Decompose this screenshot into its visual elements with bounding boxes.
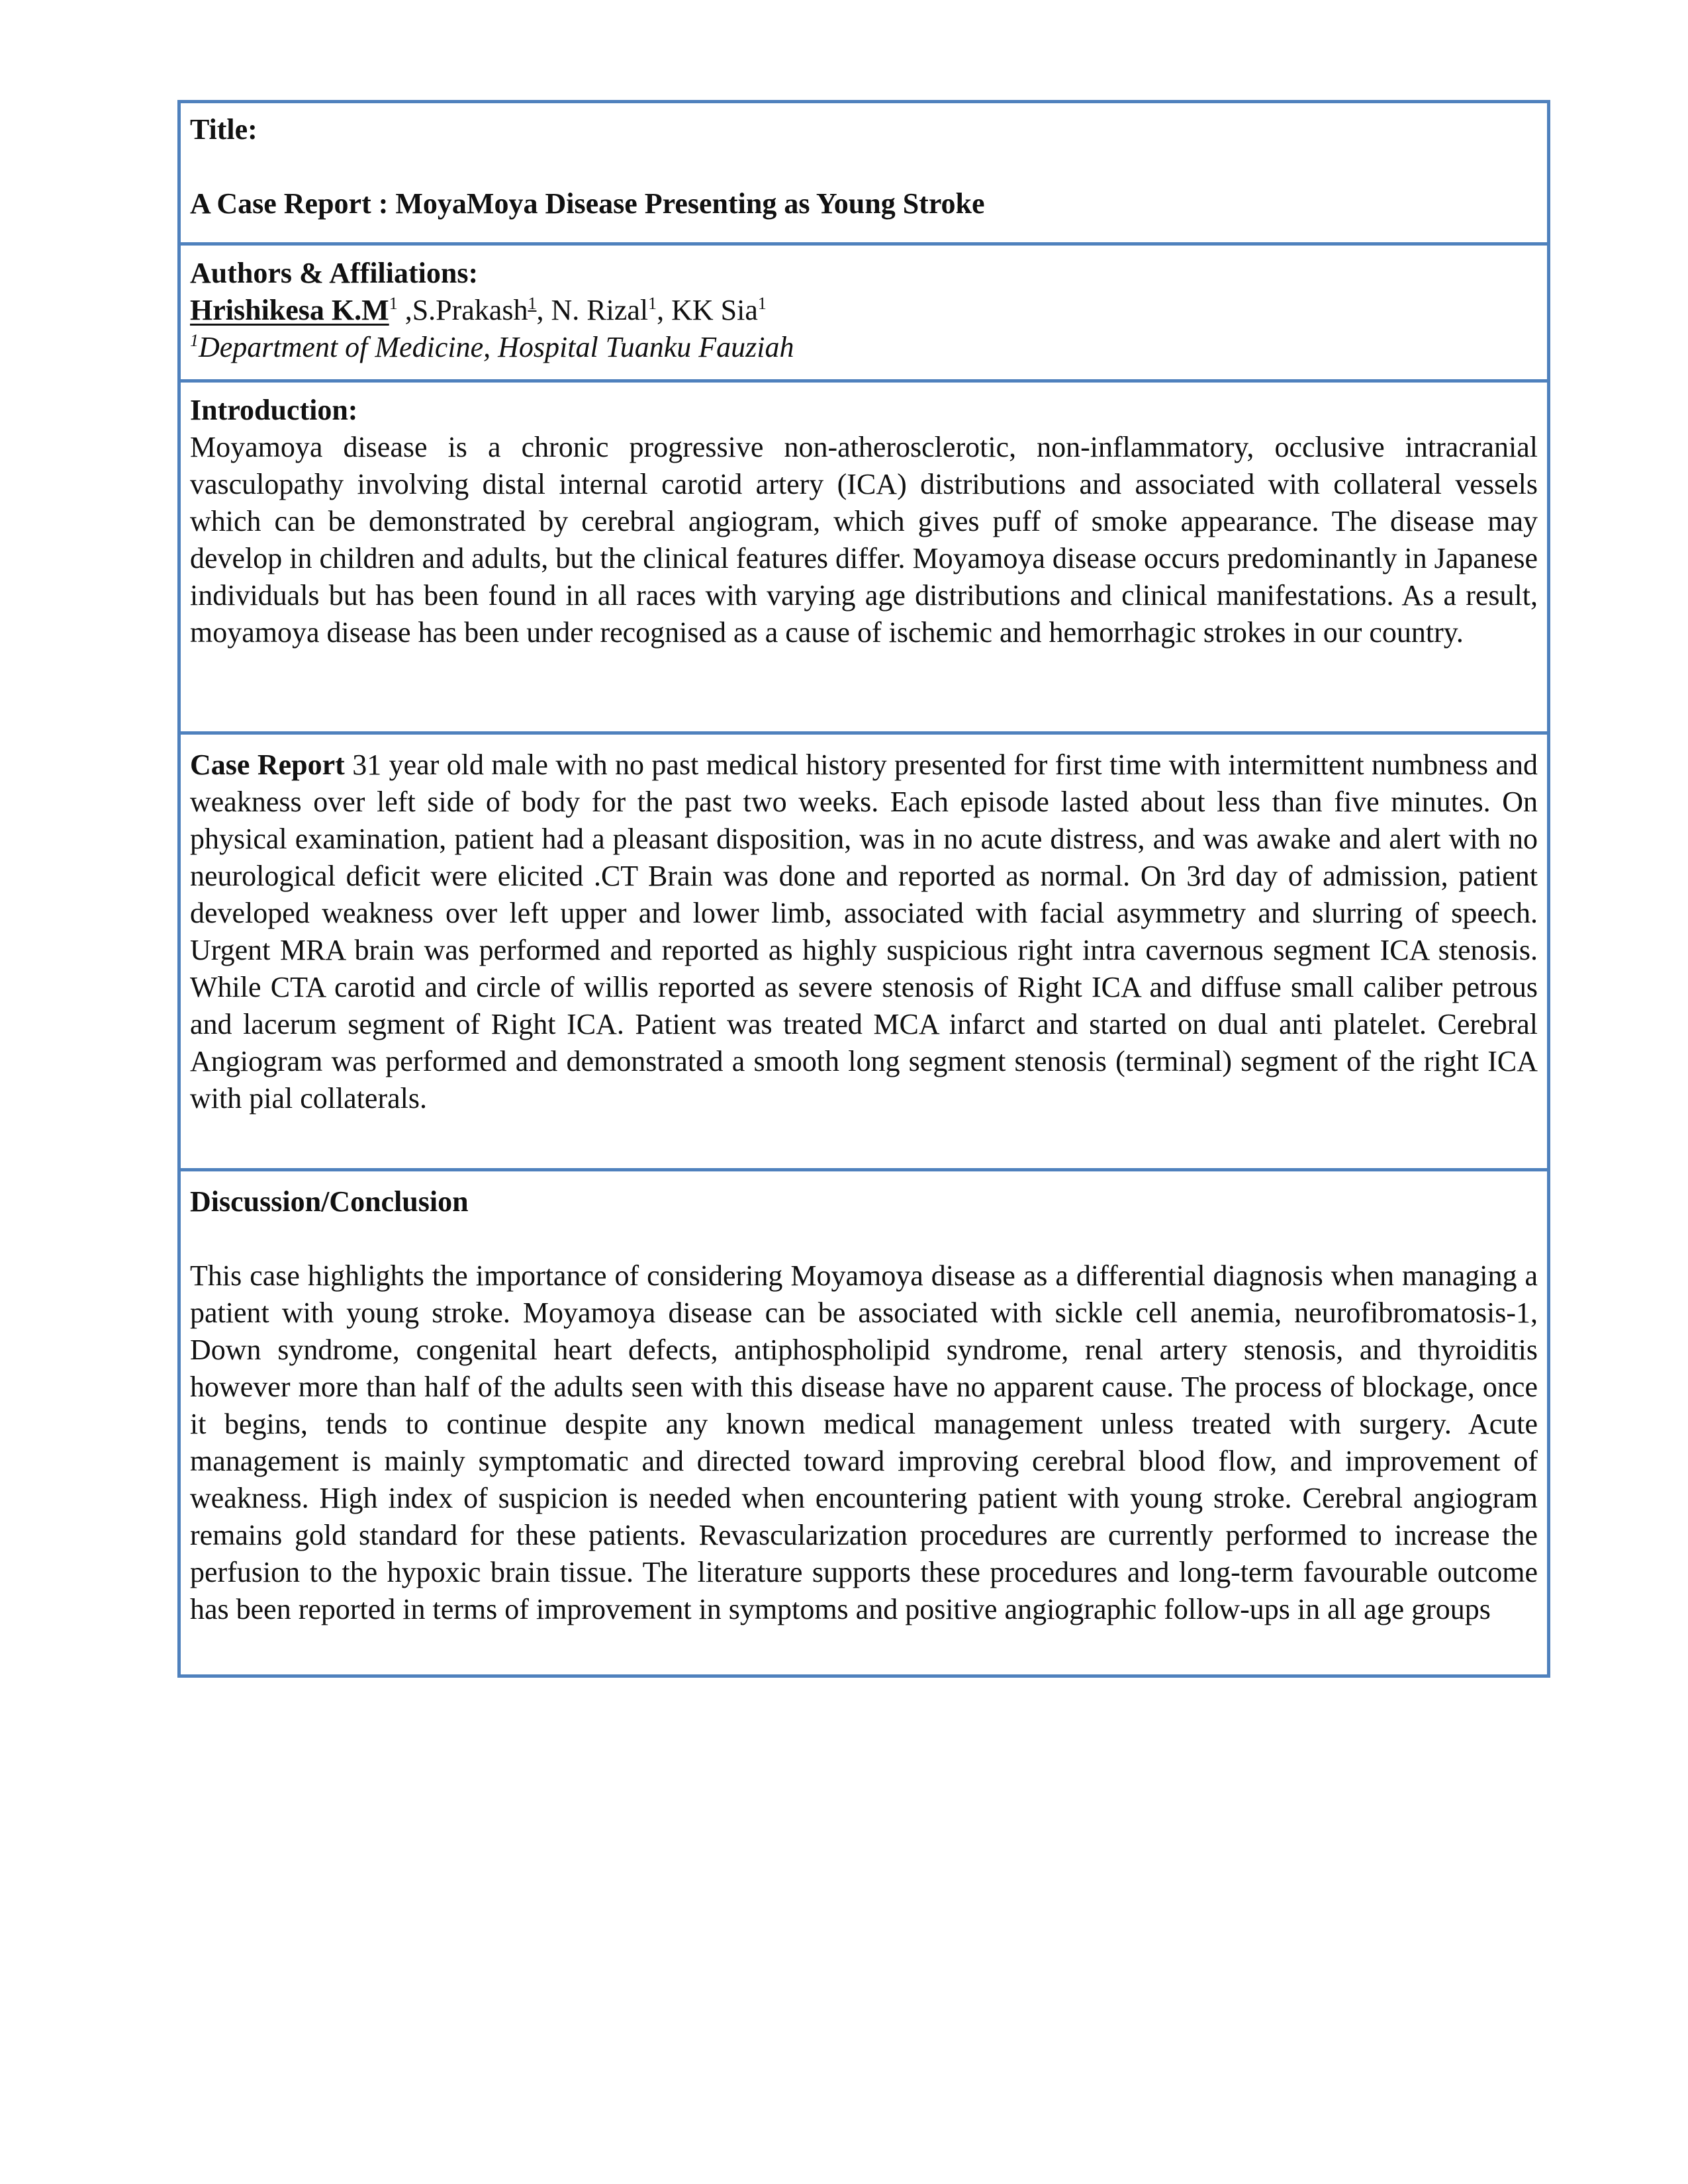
author-affiliation-mark: 1 (757, 294, 767, 313)
discussion-section (181, 1168, 1547, 1674)
discussion-heading: Discussion/Conclusion (190, 1185, 469, 1218)
author-affiliation-mark: 1 (648, 294, 657, 313)
author-separator: , (657, 294, 672, 326)
affiliation (190, 329, 1538, 366)
introduction-heading: Introduction: (190, 394, 358, 426)
author-name: N. Rizal (551, 294, 649, 326)
author-affiliation-mark: 1 (528, 294, 537, 313)
author-separator: , (536, 294, 551, 326)
discussion-text: This case highlights the importance of considering Moyamoya disease as a differential diagnosis when managing a patient with young stroke. Moyamoya disease can be associated with sickle cell anemia, neurofibromatosis-1, Down syndrome, congenital heart defects, antiphospholipid syndrome, renal artery stenosis, and thyroiditis however more than half of the adults seen with this disease have no apparent cause. The process of blockage, once it begins, tends to continue despite any known medical management unless treated with surgery. Acute management is mainly symptomatic and directed toward improving cerebral blood flow, and improvement of weakness. High index of suspicion is needed when encountering patient with young stroke. Cerebral angiogram remains gold standard for these patients. Revascularization procedures are currently performed to increase the perfusion to the hypoxic brain tissue. The literature supports these procedures and long-term favourable outcome has been reported in terms of improvement in symptoms and positive angiographic follow-ups in all age groups (190, 1259, 1538, 1625)
case-report-section (181, 731, 1547, 1168)
case-report-paragraph (190, 747, 1538, 1117)
abstract-table (177, 100, 1550, 1678)
author-name: KK Sia (671, 294, 758, 326)
authors-label: Authors & Affiliations: (190, 257, 479, 289)
introduction-text: Moyamoya disease is a chronic progressive non-atherosclerotic, non-inflammatory, occlusive intracranial vasculopathy involving distal internal carotid artery (ICA) distributions and associated with collateral vessels which can be demonstrated by cerebral angiogram, which gives puff of smoke appearance. The disease may develop in children and adults, but the clinical features differ. Moyamoya disease occurs predominantly in Japanese individuals but has been found in all races with varying age distributions and clinical manifestations. As a result, moyamoya disease has been under recognised as a cause of ischemic and hemorrhagic strokes in our country. (190, 431, 1538, 649)
affiliation-mark: 1 (190, 331, 199, 350)
authors-section (181, 242, 1547, 379)
spacer (190, 1220, 1538, 1257)
case-report-heading: Case Report (190, 749, 345, 781)
author-separator: , (397, 294, 412, 326)
presenting-author: Hrishikesa K.M (190, 294, 389, 326)
title-section (181, 103, 1547, 242)
case-report-text: 31 year old male with no past medical history presented for first time with intermittent numbness and weakness over left side of body for the past two weeks. Each episode lasted about less than five minutes. On physical examination, patient had a pleasant disposition, was in no acute distress, and was awake and alert with no neurological deficit were elicited .CT Brain was done and reported as normal. On 3rd day of admission, patient developed weakness over left upper and lower limb, associated with facial asymmetry and slurring of speech. Urgent MRA brain was performed and reported as highly suspicious right intra cavernous segment ICA stenosis. While CTA carotid and circle of willis reported as severe stenosis of Right ICA and diffuse small caliber petrous and lacerum segment of Right ICA. Patient was treated MCA infarct and started on dual anti platelet. Cerebral Angiogram was performed and demonstrated a smooth long segment stenosis (terminal) segment of the right ICA with pial collaterals. (190, 749, 1538, 1115)
author-affiliation-mark: 1 (389, 294, 398, 313)
author-list (190, 292, 1538, 329)
spacer (190, 148, 1538, 185)
title-label: Title: (190, 113, 258, 146)
introduction-section (181, 379, 1547, 731)
author-name: S.Prakash (412, 294, 528, 326)
paper-title: A Case Report : MoyaMoya Disease Presenting as Young Stroke (190, 187, 985, 220)
affiliation-text: Department of Medicine, Hospital Tuanku Fauziah (199, 331, 794, 363)
